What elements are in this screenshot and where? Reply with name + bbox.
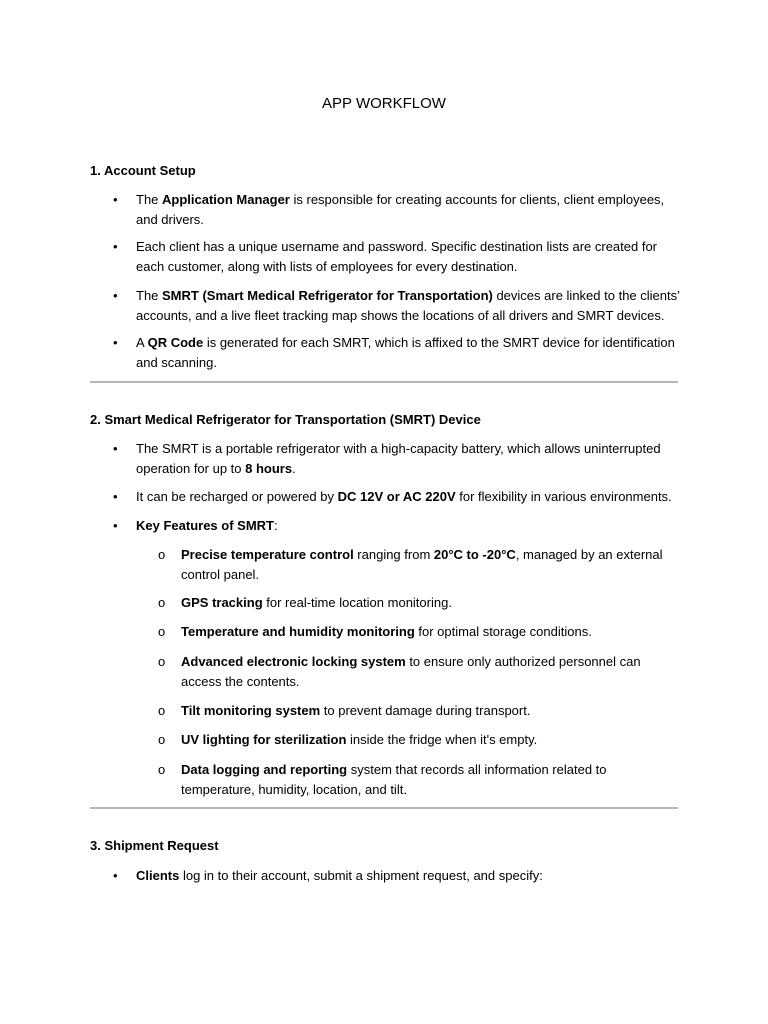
item-text: to ensure only authorized personnel can access the contents.	[181, 654, 641, 689]
list-item	[136, 190, 681, 229]
item-text: devices are linked to the clients’ accounts, and a live fleet tracking map shows the locations of all drivers and SMRT devices.	[136, 288, 680, 323]
list-item	[136, 333, 681, 372]
bullet-marker: •	[113, 489, 118, 504]
bullet-marker: •	[113, 441, 118, 456]
item-text: The	[136, 192, 163, 207]
document-title: APP WORKFLOW	[322, 95, 446, 112]
bullet-marker: •	[113, 288, 118, 303]
item-bold-text: GPS tracking	[181, 595, 263, 610]
list-item	[136, 487, 681, 507]
sub-bullet-marker: o	[158, 654, 166, 669]
item-bold-text: Application Manager	[162, 192, 290, 207]
item-bold-text: 20°C to -20°C	[433, 547, 516, 562]
list-item	[136, 866, 681, 886]
item-text: is generated for each SMRT, which is affixed to the SMRT device for identification and scanning.	[136, 335, 675, 370]
item-bold-text: DC 12V or AC 220V	[337, 489, 456, 504]
item-text: A	[136, 335, 148, 350]
item-text: inside the fridge when it's empty.	[346, 732, 538, 747]
bullet-marker: •	[113, 192, 118, 207]
item-bold-text: Tilt monitoring system	[181, 703, 321, 718]
sub-bullet-marker: o	[158, 595, 166, 610]
sub-bullet-marker: o	[158, 547, 166, 562]
bullet-marker: •	[113, 335, 118, 350]
item-text: for flexibility in various environments.	[455, 489, 672, 504]
item-text: to prevent damage during transport.	[320, 703, 531, 718]
item-text: ranging from	[353, 547, 434, 562]
sub-bullet-marker: o	[158, 732, 166, 747]
item-text: for real-time location monitoring.	[262, 595, 452, 610]
item-text: log in to their account, submit a shipment request, and specify:	[179, 868, 543, 883]
list-item	[136, 439, 681, 478]
item-text: The	[136, 288, 163, 303]
item-bold-text: Precise temperature control	[181, 547, 354, 562]
section-divider	[90, 381, 678, 383]
item-text: It can be recharged or powered by	[136, 489, 338, 504]
item-text: Each client has a unique username and password. Specific destination lists are created for each customer, along with lists of employees for every destination.	[136, 239, 658, 274]
item-text: system that records all information related to temperature, humidity, location, and tilt.	[181, 762, 607, 797]
section-heading-shipment-request: 3. Shipment Request	[90, 838, 219, 853]
bullet-marker: •	[113, 868, 118, 883]
sub-bullet-marker: o	[158, 703, 166, 718]
item-bold-text: Data logging and reporting	[181, 762, 348, 777]
item-bold-text: Temperature and humidity monitoring	[181, 624, 415, 639]
item-bold-text: SMRT (Smart Medical Refrigerator for Transportation)	[162, 288, 493, 303]
feature-item	[181, 545, 681, 584]
item-text: The SMRT is a portable refrigerator with a high-capacity battery, which allows uninterrupted operation for up to	[136, 441, 661, 476]
section-divider	[90, 807, 678, 809]
bullet-marker: •	[113, 518, 118, 533]
item-bold-text: Key Features of SMRT	[136, 518, 274, 533]
list-item	[136, 516, 681, 536]
list-item	[136, 286, 681, 325]
sub-bullet-marker: o	[158, 624, 166, 639]
list-item	[136, 237, 681, 276]
item-bold-text: QR Code	[147, 335, 204, 350]
bullet-marker: •	[113, 239, 118, 254]
item-bold-text: 8 hours	[245, 460, 293, 476]
item-bold-text: UV lighting for sterilization	[181, 732, 347, 747]
item-bold-text: Advanced electronic locking system	[181, 654, 406, 669]
item-text: for optimal storage conditions.	[414, 624, 592, 639]
item-bold-text: Clients	[136, 868, 180, 883]
feature-item	[181, 652, 681, 691]
item-text: .	[292, 460, 296, 476]
feature-item	[181, 622, 681, 642]
feature-item	[181, 701, 681, 721]
item-text: , managed by an external control panel.	[181, 547, 663, 582]
item-text: is responsible for creating accounts for clients, client employees, and drivers.	[136, 192, 665, 227]
section-heading-account-setup: 1. Account Setup	[90, 163, 196, 178]
feature-item	[181, 760, 681, 799]
feature-item	[181, 730, 681, 750]
sub-bullet-marker: o	[158, 762, 166, 777]
section-heading-smrt-device: 2. Smart Medical Refrigerator for Transportation (SMRT) Device	[90, 412, 481, 427]
item-text: :	[273, 518, 278, 533]
feature-item	[181, 593, 681, 613]
